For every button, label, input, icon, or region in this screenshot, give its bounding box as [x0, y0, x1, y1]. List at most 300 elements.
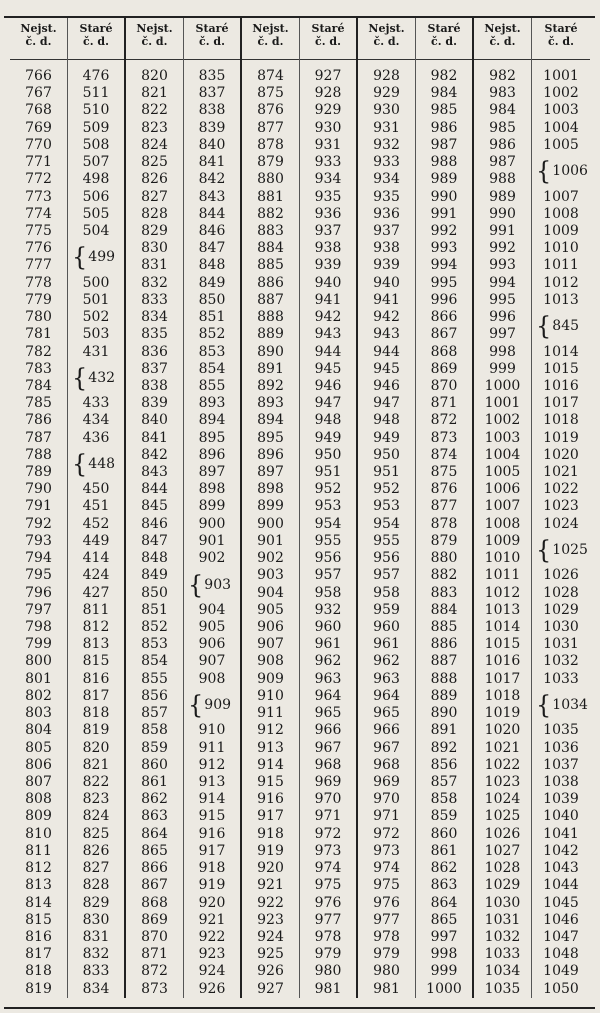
table-cell: 833 — [141, 291, 168, 308]
table-cell: 500 — [82, 274, 110, 291]
table-cell: 1002 — [484, 412, 521, 429]
table-cell: 1001 — [543, 68, 579, 84]
table-cell: 992 — [489, 240, 516, 257]
table-cell: 793 — [25, 532, 52, 549]
table-cell: 820 — [141, 68, 168, 84]
table-cell: 1026 — [543, 567, 579, 584]
table-cell: 901 — [198, 532, 226, 549]
table-cell: 783 — [25, 360, 52, 377]
table-cell: 823 — [141, 119, 168, 136]
table-cell: 899 — [257, 498, 284, 515]
table-cell: 919 — [257, 842, 284, 859]
table-cell: 977 — [373, 911, 400, 928]
table-cell: 895 — [257, 429, 284, 446]
table-cell: 985 — [489, 119, 516, 136]
table-cell: 507 — [82, 154, 110, 171]
table-cell: 877 — [257, 119, 284, 136]
table-cell: 1035 — [484, 980, 521, 997]
table-cell: 870 — [430, 377, 458, 394]
table-cell: 841 — [198, 154, 226, 171]
table-cell: 852 — [141, 619, 168, 635]
table-cell: 831 — [82, 928, 110, 945]
table-cell: 821 — [82, 756, 110, 773]
column-header-subtitle: č. d. — [25, 35, 52, 48]
table-cell: 877 — [430, 498, 458, 515]
table-cell: 945 — [314, 360, 342, 377]
table-cell: 938 — [373, 240, 400, 257]
table-cell: 996 — [489, 309, 516, 326]
table-cell: 822 — [141, 102, 168, 119]
table-cell: 840 — [198, 136, 226, 153]
table-cell: 914 — [198, 791, 226, 808]
table-cell: 942 — [314, 309, 342, 326]
table-cell: 767 — [25, 85, 52, 102]
table-cell: 906 — [257, 619, 284, 635]
table-cell: 851 — [141, 601, 168, 618]
table-cell: 802 — [25, 687, 52, 704]
table-cell: 792 — [25, 515, 52, 532]
table-cell: 995 — [489, 291, 516, 308]
table-cell: 974 — [373, 860, 400, 877]
table-cell: 924 — [198, 963, 226, 980]
column-header-title: Staré — [544, 22, 578, 35]
table-cell: 502 — [82, 309, 110, 326]
table-cell: 813 — [82, 636, 110, 653]
table-cell: 941 — [314, 291, 342, 308]
table-cell: 769 — [25, 119, 52, 136]
brace-merged-cell — [536, 533, 588, 567]
table-cell: 900 — [198, 515, 226, 532]
table-cell: 803 — [25, 705, 52, 722]
table-cell: 785 — [25, 395, 52, 412]
table-cell: 926 — [198, 980, 226, 997]
table-cell: 806 — [25, 756, 52, 773]
table-cell: 1034 — [484, 963, 521, 980]
table-cell: 957 — [314, 567, 342, 584]
table-cell: 1013 — [543, 291, 579, 308]
table-cell: 820 — [82, 739, 110, 756]
table-cell: 813 — [25, 877, 52, 894]
table-cell: 1019 — [484, 705, 521, 722]
table-cell: 946 — [373, 377, 400, 394]
table-cell: 505 — [82, 205, 110, 222]
table-cell: 1004 — [484, 446, 521, 463]
table-cell: 957 — [373, 567, 400, 584]
table-cell: 1003 — [484, 429, 521, 446]
table-cell: 923 — [198, 946, 226, 963]
table-cell: 962 — [373, 653, 400, 670]
column-header — [68, 18, 124, 60]
table-cell: 1047 — [543, 928, 579, 945]
table-cell: 1013 — [484, 601, 521, 618]
table-cell: 828 — [82, 877, 110, 894]
table-cell: 948 — [314, 412, 342, 429]
table-column-nejst — [474, 18, 532, 998]
table-cell: 936 — [314, 205, 342, 222]
table-cell: 873 — [430, 429, 458, 446]
table-cell: 908 — [257, 653, 284, 670]
table-cell: 775 — [25, 222, 52, 239]
brace-merged-cell — [72, 447, 115, 481]
table-cell: 814 — [25, 894, 52, 911]
table-cell: 1035 — [543, 722, 579, 739]
table-cell: 919 — [198, 877, 226, 894]
table-cell: 1048 — [543, 946, 579, 963]
table-cell: 960 — [314, 619, 342, 635]
table-cell: 504 — [82, 222, 110, 239]
table-cell: 770 — [25, 136, 52, 153]
column-header-subtitle: č. d. — [548, 35, 574, 48]
table-cell: 889 — [430, 687, 458, 704]
table-cell: 952 — [373, 481, 400, 498]
table-cell: 933 — [373, 154, 400, 171]
table-cell: 511 — [82, 85, 110, 102]
table-cell: 786 — [25, 412, 52, 429]
table-cell: 946 — [314, 377, 342, 394]
table-cell: 922 — [257, 894, 284, 911]
table-cell: 844 — [198, 205, 226, 222]
table-cell: 923 — [257, 911, 284, 928]
table-column-nejst — [10, 18, 68, 998]
table-cell: 926 — [257, 963, 284, 980]
table-cell: 931 — [373, 119, 400, 136]
table-cell: 985 — [430, 102, 458, 119]
table-cell: 908 — [198, 670, 226, 687]
lookup-table — [10, 18, 590, 998]
table-cell: 777 — [25, 257, 52, 274]
table-cell: 910 — [198, 722, 226, 739]
table-cell: 890 — [430, 705, 458, 722]
table-cell: 989 — [430, 171, 458, 188]
table-cell: 874 — [430, 446, 458, 463]
table-cell: 1039 — [543, 791, 579, 808]
table-cell: 980 — [314, 963, 342, 980]
table-cell: 811 — [25, 842, 52, 859]
table-cell: 1033 — [543, 670, 579, 687]
table-cell: 1036 — [543, 739, 579, 756]
table-cell: 825 — [82, 825, 110, 842]
table-cell: 1021 — [543, 464, 579, 481]
table-cell: 450 — [82, 481, 110, 498]
table-cell: 969 — [314, 773, 342, 790]
table-cell: 863 — [430, 877, 458, 894]
table-cell: 929 — [373, 85, 400, 102]
table-cell: 1024 — [484, 791, 521, 808]
table-cell: 885 — [257, 257, 284, 274]
table-cell: 911 — [198, 739, 226, 756]
table-cell: 881 — [257, 188, 284, 205]
table-cell: 961 — [373, 636, 400, 653]
table-cell: 976 — [373, 894, 400, 911]
table-cell: 991 — [489, 222, 516, 239]
table-cell: 935 — [373, 188, 400, 205]
curly-brace-icon: { — [536, 156, 552, 187]
table-cell: 1003 — [543, 102, 579, 119]
table-cell: 847 — [141, 532, 168, 549]
table-cell: 892 — [257, 377, 284, 394]
table-cell: 931 — [314, 136, 342, 153]
table-cell: 966 — [373, 722, 400, 739]
table-cell: 954 — [314, 515, 342, 532]
table-cell: 897 — [198, 464, 226, 481]
table-cell: 843 — [141, 464, 168, 481]
brace-value: 432 — [88, 369, 116, 386]
table-cell: 1025 — [484, 808, 521, 825]
table-cell: 1012 — [484, 584, 521, 601]
column-header-title: Nejst. — [252, 22, 289, 35]
table-cell: 893 — [198, 395, 226, 412]
table-cell: 875 — [430, 464, 458, 481]
table-cell: 937 — [373, 222, 400, 239]
table-cell: 1045 — [543, 894, 579, 911]
table-cell: 1018 — [484, 687, 521, 704]
table-cell: 998 — [489, 343, 516, 360]
brace-value: 903 — [204, 576, 232, 593]
table-cell: 905 — [257, 601, 284, 618]
table-cell: 1005 — [543, 136, 579, 153]
table-cell: 891 — [430, 722, 458, 739]
brace-value: 1034 — [552, 697, 588, 714]
table-cell: 849 — [141, 567, 168, 584]
table-cell: 958 — [373, 584, 400, 601]
table-cell: 510 — [82, 102, 110, 119]
table-cell: 924 — [257, 928, 284, 945]
table-cell: 839 — [141, 395, 168, 412]
table-cell: 824 — [82, 808, 110, 825]
column-header-subtitle: č. d. — [257, 35, 284, 48]
table-cell: 791 — [25, 498, 52, 515]
table-cell: 433 — [82, 395, 110, 412]
table-cell: 978 — [373, 928, 400, 945]
table-cell: 982 — [430, 68, 458, 84]
column-header — [126, 18, 183, 60]
curly-brace-icon: { — [72, 242, 88, 273]
table-cell: 939 — [373, 257, 400, 274]
table-cell: 979 — [373, 946, 400, 963]
table-cell: 889 — [257, 326, 284, 343]
table-cell: 972 — [314, 825, 342, 842]
table-cell: 943 — [373, 326, 400, 343]
table-cell: 1029 — [543, 601, 579, 618]
table-cell: 1029 — [484, 877, 521, 894]
table-cell: 883 — [430, 584, 458, 601]
table-cell: 928 — [314, 85, 342, 102]
table-cell: 773 — [25, 188, 52, 205]
table-cell: 912 — [257, 722, 284, 739]
table-cell: 1027 — [484, 842, 521, 859]
table-column-stare — [532, 18, 590, 998]
table-cell: 927 — [314, 68, 342, 84]
table-cell: 1010 — [484, 550, 521, 567]
table-cell: 796 — [25, 584, 52, 601]
table-cell: 1030 — [484, 894, 521, 911]
table-cell: 973 — [373, 842, 400, 859]
table-cell: 953 — [373, 498, 400, 515]
table-cell: 956 — [373, 550, 400, 567]
table-cell: 1037 — [543, 756, 579, 773]
table-cell: 809 — [25, 808, 52, 825]
table-cell: 858 — [141, 722, 168, 739]
table-cell: 885 — [430, 619, 458, 635]
brace-value: 499 — [88, 249, 116, 266]
table-cell: 842 — [198, 171, 226, 188]
table-cell: 1012 — [543, 274, 579, 291]
table-cell: 921 — [198, 911, 226, 928]
table-cell: 1000 — [426, 980, 462, 997]
table-cell: 452 — [82, 515, 110, 532]
table-cell: 872 — [141, 963, 168, 980]
table-cell: 888 — [430, 670, 458, 687]
table-cell: 780 — [25, 309, 52, 326]
table-cell: 918 — [198, 860, 226, 877]
table-column-stare — [68, 18, 126, 998]
table-cell: 1033 — [484, 946, 521, 963]
table-cell: 913 — [257, 739, 284, 756]
table-cell: 887 — [257, 291, 284, 308]
table-cell: 857 — [141, 705, 168, 722]
table-cell: 1019 — [543, 429, 579, 446]
table-cell: 990 — [489, 205, 516, 222]
table-cell: 1001 — [484, 395, 521, 412]
table-cell: 928 — [373, 68, 400, 84]
table-cell: 816 — [25, 928, 52, 945]
table-cell: 920 — [198, 894, 226, 911]
table-cell: 1044 — [543, 877, 579, 894]
table-cell: 778 — [25, 274, 52, 291]
table-cell: 1026 — [484, 825, 521, 842]
table-cell: 1042 — [543, 842, 579, 859]
column-header-title: Nejst. — [20, 22, 57, 35]
table-cell: 431 — [82, 343, 110, 360]
table-cell: 913 — [198, 773, 226, 790]
table-cell: 798 — [25, 619, 52, 635]
table-cell: 897 — [257, 464, 284, 481]
table-cell: 932 — [373, 136, 400, 153]
table-cell: 943 — [314, 326, 342, 343]
table-cell: 994 — [489, 274, 516, 291]
table-cell: 864 — [430, 894, 458, 911]
table-cell: 1024 — [543, 515, 579, 532]
table-cell: 451 — [82, 498, 110, 515]
column-header — [532, 18, 590, 60]
table-cell: 808 — [25, 791, 52, 808]
table-cell: 1023 — [484, 773, 521, 790]
table-cell: 974 — [314, 860, 342, 877]
table-cell: 940 — [373, 274, 400, 291]
table-cell: 947 — [373, 395, 400, 412]
table-cell: 818 — [25, 963, 52, 980]
table-cell: 876 — [257, 102, 284, 119]
table-cell: 874 — [257, 68, 284, 84]
table-cell: 788 — [25, 446, 52, 463]
table-cell: 947 — [314, 395, 342, 412]
table-cell: 927 — [257, 980, 284, 997]
table-cell: 503 — [82, 326, 110, 343]
table-cell: 993 — [489, 257, 516, 274]
column-header-subtitle: č. d. — [141, 35, 168, 48]
table-cell: 951 — [373, 464, 400, 481]
column-header-subtitle: č. d. — [489, 35, 516, 48]
table-cell: 1032 — [484, 928, 521, 945]
table-cell: 795 — [25, 567, 52, 584]
table-cell: 930 — [373, 102, 400, 119]
table-cell: 826 — [141, 171, 168, 188]
table-cell: 977 — [314, 911, 342, 928]
table-cell: 834 — [141, 309, 168, 326]
table-cell: 822 — [82, 773, 110, 790]
table-cell: 902 — [257, 550, 284, 567]
table-cell: 914 — [257, 756, 284, 773]
table-cell: 832 — [141, 274, 168, 291]
curly-brace-icon: { — [536, 535, 552, 565]
table-cell: 836 — [141, 343, 168, 360]
table-cell: 933 — [314, 154, 342, 171]
table-cell: 1041 — [543, 825, 579, 842]
table-cell: 941 — [373, 291, 400, 308]
table-cell: 1011 — [484, 567, 521, 584]
table-cell: 920 — [257, 860, 284, 877]
table-cell: 915 — [257, 773, 284, 790]
table-cell: 839 — [198, 119, 226, 136]
brace-merged-cell — [536, 688, 588, 722]
table-cell: 944 — [314, 343, 342, 360]
table-cell: 1030 — [543, 619, 579, 635]
column-header-title: Staré — [311, 22, 345, 35]
table-cell: 860 — [141, 756, 168, 773]
table-cell: 1009 — [543, 222, 579, 239]
table-cell: 787 — [25, 429, 52, 446]
table-cell: 878 — [430, 515, 458, 532]
table-cell: 865 — [141, 842, 168, 859]
table-cell: 1050 — [543, 980, 579, 997]
table-cell: 961 — [314, 636, 342, 653]
table-cell: 424 — [82, 567, 110, 584]
column-header — [300, 18, 356, 60]
table-cell: 807 — [25, 773, 52, 790]
table-cell: 1007 — [484, 498, 521, 515]
table-cell: 998 — [430, 946, 458, 963]
brace-value: 448 — [88, 456, 116, 473]
brace-merged-cell — [536, 154, 588, 188]
curly-brace-icon: { — [72, 449, 88, 479]
column-header — [184, 18, 240, 60]
table-cell: 1049 — [543, 963, 579, 980]
table-cell: 800 — [25, 653, 52, 670]
table-cell: 1028 — [543, 584, 579, 601]
table-cell: 984 — [430, 85, 458, 102]
table-cell: 886 — [257, 274, 284, 291]
table-cell: 776 — [25, 240, 52, 257]
table-cell: 904 — [257, 584, 284, 601]
table-cell: 945 — [373, 360, 400, 377]
table-cell: 856 — [430, 756, 458, 773]
table-cell: 910 — [257, 687, 284, 704]
table-cell: 989 — [489, 188, 516, 205]
column-header-title: Staré — [79, 22, 113, 35]
table-cell: 782 — [25, 343, 52, 360]
table-cell: 506 — [82, 188, 110, 205]
table-cell: 850 — [141, 584, 168, 601]
table-cell: 898 — [257, 481, 284, 498]
table-cell: 856 — [141, 687, 168, 704]
column-header-subtitle: č. d. — [373, 35, 400, 48]
table-cell: 981 — [314, 980, 342, 997]
column-header-subtitle: č. d. — [431, 35, 457, 48]
table-cell: 918 — [257, 825, 284, 842]
table-cell: 869 — [430, 360, 458, 377]
table-cell: 833 — [82, 963, 110, 980]
table-cell: 1005 — [484, 464, 521, 481]
